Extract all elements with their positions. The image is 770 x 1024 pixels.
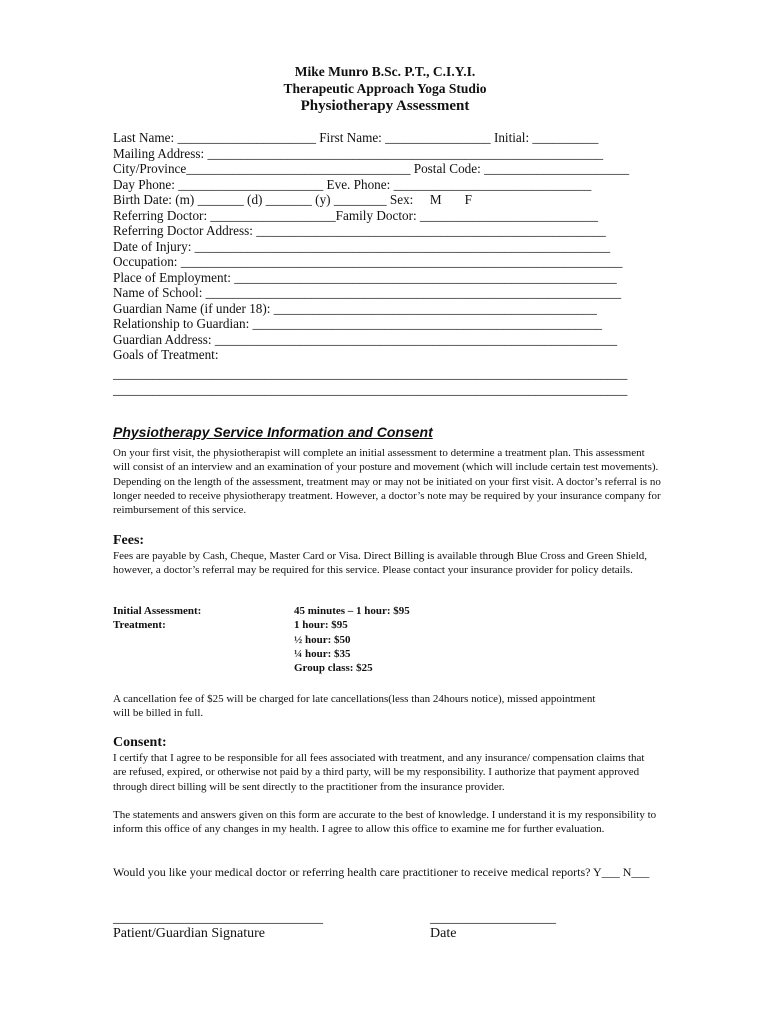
- service-info-paragraph: On your first visit, the physiotherapist will complete an initial assessment to determine a treatment plan. This assessment will consist of an interview and an examination of your posture and movement (which will include certain test movements). Depending on the length of the assessment, treatment may or may not be initiated on your first visit. A doctor’s referral is no longer needed to receive physiotherapy treatment. However, a doctor’s note may be required by your insurance company for reimbursement of this service.: [113, 447, 661, 517]
- date-line[interactable]: __________________: [430, 911, 556, 926]
- field-place-of-employment[interactable]: Place of Employment: __________________________________________________________: [113, 270, 617, 285]
- fees-heading: Fees:: [113, 533, 145, 548]
- fee-value: 45 minutes – 1 hour: $95: [294, 605, 410, 617]
- fee-label-initial: Initial Assessment:: [113, 605, 202, 617]
- field-name-of-school[interactable]: Name of School: _______________________________________________________________: [113, 285, 622, 300]
- fee-value: ½ hour: $50: [294, 633, 351, 646]
- field-doctors[interactable]: Referring Doctor: ___________________Family Doctor: ___________________________: [113, 208, 598, 223]
- field-goals-line-2[interactable]: ______________________________________________________________________________: [113, 382, 628, 397]
- field-goals-label: Goals of Treatment:: [113, 347, 219, 362]
- field-occupation[interactable]: Occupation: ___________________________________________________________________: [113, 254, 623, 269]
- field-phones[interactable]: Day Phone: ______________________ Eve. Phone: ______________________________: [113, 177, 592, 192]
- studio-name: Therapeutic Approach Yoga Studio: [283, 81, 487, 96]
- field-guardian-name[interactable]: Guardian Name (if under 18): _________________________________________________: [113, 301, 597, 316]
- field-names[interactable]: Last Name: _____________________ First Name: ________________ Initial: __________: [113, 130, 599, 145]
- fee-value: Group class: $25: [294, 662, 373, 675]
- medical-reports-question[interactable]: Would you like your medical doctor or referring health care practitioner to receive medical reports? Y___ N___: [113, 865, 650, 879]
- consent-paragraph-2: The statements and answers given on this form are accurate to the best of knowledge. I understand it is my responsibility to inform this office of any changes in my health. I agree to allow this office to examine me for further evaluation.: [113, 809, 657, 836]
- patient-signature-line[interactable]: ______________________________: [113, 911, 323, 926]
- service-info-heading: Physiotherapy Service Information and Consent: [113, 424, 433, 440]
- cancellation-notice: A cancellation fee of $25 will be charged for late cancellations(less than 24hours notice), missed appointment will be billed in full.: [113, 693, 596, 720]
- field-goals-line-1[interactable]: ______________________________________________________________________________: [113, 366, 628, 381]
- consent-heading: Consent:: [113, 735, 167, 750]
- page-title: Physiotherapy Assessment: [300, 98, 470, 114]
- practitioner-name: Mike Munro B.Sc. P.T., C.I.Y.I.: [294, 64, 476, 79]
- field-mailing-address[interactable]: Mailing Address: ____________________________________________________________: [113, 146, 604, 161]
- field-guardian-address[interactable]: Guardian Address: _____________________________________________________________: [113, 332, 618, 347]
- fees-paragraph: Fees are payable by Cash, Cheque, Master Card or Visa. Direct Billing is available through Blue Cross and Green Shield, however, a doctor’s referral may be required for this service. Please contact your insurance provider for policy details.: [113, 550, 648, 577]
- fee-label-treatment: Treatment:: [113, 619, 166, 632]
- fee-value: 1 hour: $95: [294, 619, 348, 632]
- field-city-postal[interactable]: City/Province__________________________________ Postal Code: ______________________: [113, 161, 630, 176]
- patient-signature-label: Patient/Guardian Signature: [113, 926, 266, 941]
- field-date-of-injury[interactable]: Date of Injury: _______________________________________________________________: [113, 239, 611, 254]
- fees-labels: [113, 604, 201, 633]
- field-referring-doctor-address[interactable]: Referring Doctor Address: _____________________________________________________: [113, 223, 606, 238]
- date-label: Date: [430, 926, 457, 941]
- fee-value: ¼ hour: $35: [294, 647, 351, 660]
- field-birthdate-sex[interactable]: Birth Date: (m) _______ (d) _______ (y) ________ Sex: M F: [113, 192, 472, 207]
- fees-values: [294, 604, 410, 675]
- consent-paragraph-1: I certify that I agree to be responsible for all fees associated with treatment, and any insurance/ compensation claims that are refused, expired, or otherwise not paid by a third party, will be my responsibility. I authorize that payment approved through direct billing will be sent directly to the practitioner from the insurance provider.: [113, 752, 645, 793]
- field-relationship-to-guardian[interactable]: Relationship to Guardian: _____________________________________________________: [113, 316, 603, 331]
